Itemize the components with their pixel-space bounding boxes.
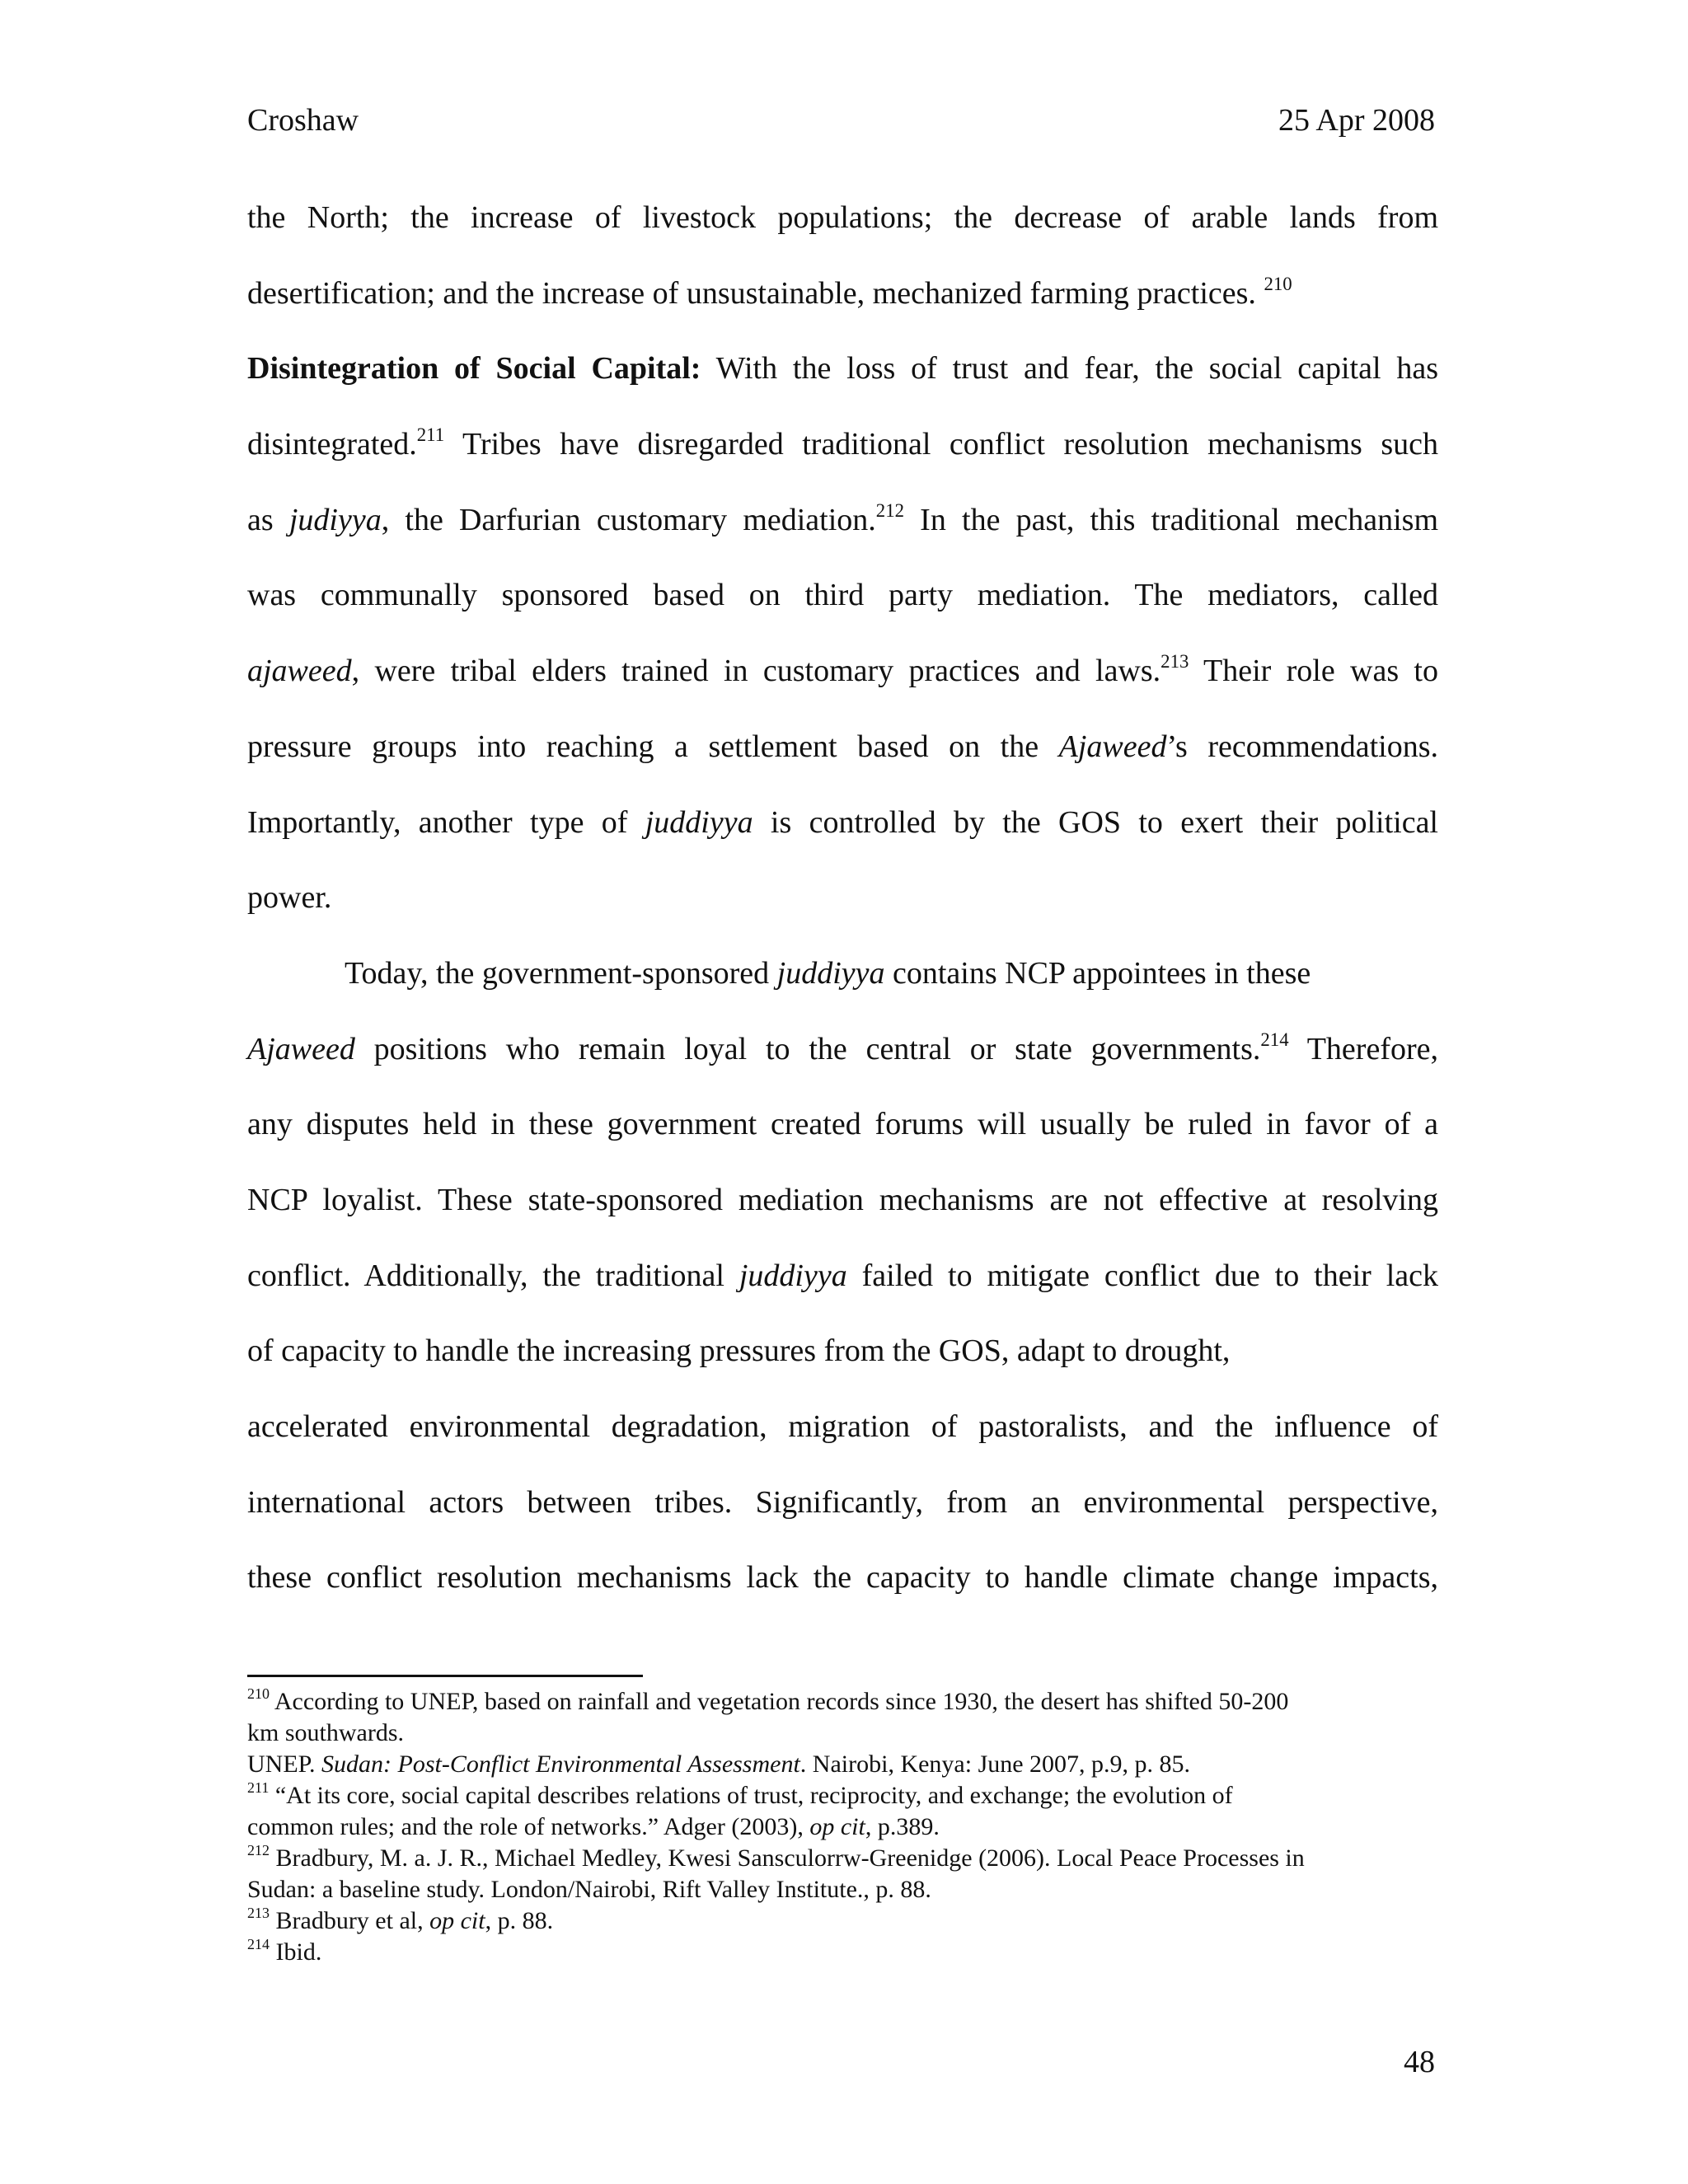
page-number: 48	[1404, 2045, 1435, 2079]
body-line: ajaweed, were tribal elders trained in customary practices and laws.$^{213}$ Their role was to	[247, 651, 1438, 689]
body-line: disintegrated.$^{211}$ Tribes have disregarded traditional conflict resolution mechanisms such	[247, 424, 1438, 462]
footnote-ref[interactable]: 213	[1160, 651, 1189, 673]
body-line: was communally sponsored based on third party mediation. The mediators, called	[247, 578, 1438, 613]
footnote-210: $^{210}$ According to UNEP, based on rainfall and vegetation records since 1930, the desert has shifted 50-200	[247, 1685, 1289, 1715]
body-line: international actors between tribes. Significantly, from an environmental perspective,	[247, 1484, 1438, 1520]
footnote-ref[interactable]: 212	[875, 499, 904, 521]
footnote-210-cont: km southwards.	[247, 1719, 404, 1746]
footnote-ref[interactable]: 210	[1264, 273, 1292, 294]
body-line: Importantly, another type of juddiyya is controlled by the GOS to exert their political	[247, 804, 1438, 840]
body-line: Ajaweed positions who remain loyal to the central or state governments.$^{214}$ Therefore,	[247, 1029, 1438, 1066]
body-line: as judiyya, the Darfurian customary mediation.$^{212}$ In the past, this traditional mechanism	[247, 499, 1439, 537]
header-author: Croshaw	[247, 103, 359, 138]
body-line: these conflict resolution mechanisms lack the capacity to handle climate change impacts,	[247, 1560, 1438, 1596]
body-line: NCP loyalist. These state-sponsored mediation mechanisms are not effective at resolving	[247, 1182, 1438, 1217]
footnote-ref[interactable]: 211	[416, 424, 445, 446]
body-line: the North; the increase of livestock populations; the decrease of arable lands from	[247, 200, 1438, 235]
footnote-ref[interactable]: 214	[1260, 1029, 1289, 1050]
footnote-213: $^{213}$ Bradbury et al, op cit, p. 88.	[247, 1905, 554, 1934]
header-date: 25 Apr 2008	[1278, 103, 1435, 138]
footnote-212: $^{212}$ Bradbury, M. a. J. R., Michael Medley, Kwesi Sansculorrw-Greenidge (2006). Local Peace Processes in	[247, 1842, 1305, 1872]
body-text	[247, 191, 1438, 1627]
body-line: desertification; and the increase of unsustainable, mechanized farming practices. $^{210}$	[247, 273, 1292, 311]
body-line: accelerated environmental degradation, migration of pastoralists, and the influence of	[247, 1409, 1438, 1444]
body-line: any disputes held in these government created forums will usually be ruled in favor of a	[247, 1107, 1438, 1142]
footnotes	[247, 1686, 1438, 1968]
body-line: Disintegration of Social Capital: With the loss of trust and fear, the social capital has	[247, 351, 1438, 387]
body-line: Today, the government-sponsored juddiyya contains NCP appointees in these	[345, 955, 1311, 991]
body-line: conflict. Additionally, the traditional juddiyya failed to mitigate conflict due to their lack	[247, 1258, 1438, 1293]
footnote-211-cont: common rules; and the role of networks.” Adger (2003), op cit, p.389.	[247, 1813, 940, 1840]
body-line: power.	[247, 880, 332, 916]
footnote-211: $^{211}$ “At its core, social capital describes relations of trust, reciprocity, and exchange; the evolution of	[247, 1779, 1233, 1809]
footnote-210-citation: UNEP. Sudan: Post-Conflict Environmental Assessment. Nairobi, Kenya: June 2007, p.9, p. 85.	[247, 1750, 1191, 1778]
body-line: pressure groups into reaching a settlement based on the Ajaweed’s recommendations.	[247, 729, 1439, 764]
section-heading: Disintegration of Social Capital:	[247, 351, 701, 387]
footnote-separator	[247, 1675, 643, 1677]
body-line: of capacity to handle the increasing pressures from the GOS, adapt to drought,	[247, 1333, 1231, 1369]
footnote-214: $^{214}$ Ibid.	[247, 1936, 322, 1966]
footnote-212-cont: Sudan: a baseline study. London/Nairobi, Rift Valley Institute., p. 88.	[247, 1876, 931, 1903]
